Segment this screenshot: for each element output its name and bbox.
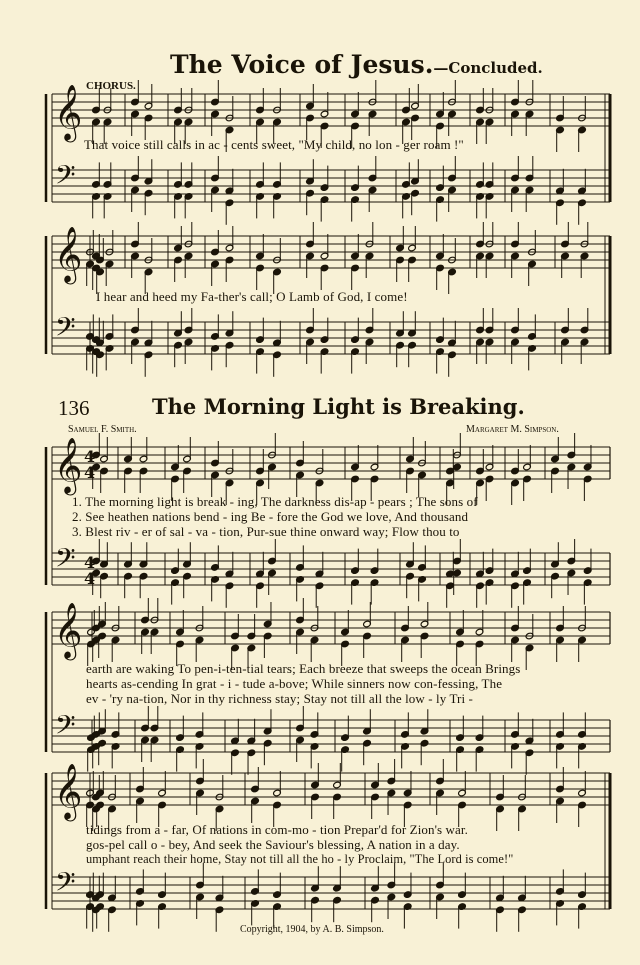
svg-text:4: 4 (84, 447, 96, 466)
svg-text:4: 4 (84, 553, 96, 572)
svg-text:𝄞: 𝄞 (54, 84, 83, 141)
verse-1-line: tidings from a - far, Of nations in com-mo - tion Prepar'd for Zion's war. (86, 822, 468, 837)
lyric-line: That voice still calls in ac - cents sweet, "My child, no lon - ger roam !" (84, 137, 464, 152)
svg-text:4: 4 (84, 463, 96, 482)
svg-text:𝄞: 𝄞 (54, 437, 83, 494)
svg-text:4: 4 (84, 569, 96, 588)
chorus-label: CHORUS. (86, 80, 136, 92)
composer-credit: Margaret M. Simpson. (466, 424, 559, 435)
verse-3-line: ev - 'ry na-tion, Nor in thy richness stay; Stay not till all the low - ly Tri - (86, 691, 473, 706)
author-credit: Samuel F. Smith. (68, 424, 137, 435)
song-title (170, 50, 543, 79)
hymn-number: 136 (58, 396, 90, 420)
svg-text:𝄞: 𝄞 (54, 602, 83, 659)
verse-2-line: 2. See heathen nations bend - ing Be - fore the God we love, And thousand (72, 509, 469, 524)
verse-1-line: 1. The morning light is break - ing, The darkness dis-ap - pears ; The sons of (72, 494, 478, 509)
verse-1-line: earth are waking To pen-i-ten-tial tears; Each breeze that sweeps the ocean Brings (86, 661, 521, 676)
verse-3-line: 3. Blest riv - er of sal - va - tion, Pur-sue thine onward way; Flow thou to (72, 524, 460, 539)
svg-text:𝄞: 𝄞 (54, 226, 83, 283)
verse-3-line: umphant reach their home, Stay not till all the ho - ly Proclaim, "The Lord is come!" (86, 852, 514, 866)
svg-text:𝄞: 𝄞 (54, 763, 83, 820)
song-title: The Morning Light is Breaking. (152, 394, 525, 419)
svg-text:𝄢: 𝄢 (55, 866, 76, 905)
svg-text:𝄢: 𝄢 (55, 159, 76, 198)
svg-text:𝄢: 𝄢 (55, 542, 76, 581)
song-title-text: The Voice of Jesus. (170, 50, 434, 79)
copyright: Copyright, 1904, by A. B. Simpson. (240, 924, 384, 935)
svg-text:𝄢: 𝄢 (55, 311, 76, 350)
verse-2-line: gos-pel call o - bey, And seek the Saviour's blessing, A nation in a day. (86, 837, 460, 852)
song-subtitle: —Concluded. (433, 59, 543, 77)
verse-2-line: hearts as-cending In grat - i - tude a-bove; While sinners now con-fessing, The (86, 676, 503, 691)
lyric-line: I hear and heed my Fa-ther's call; O Lamb of God, I come! (96, 289, 408, 304)
svg-text:𝄢: 𝄢 (55, 709, 76, 748)
